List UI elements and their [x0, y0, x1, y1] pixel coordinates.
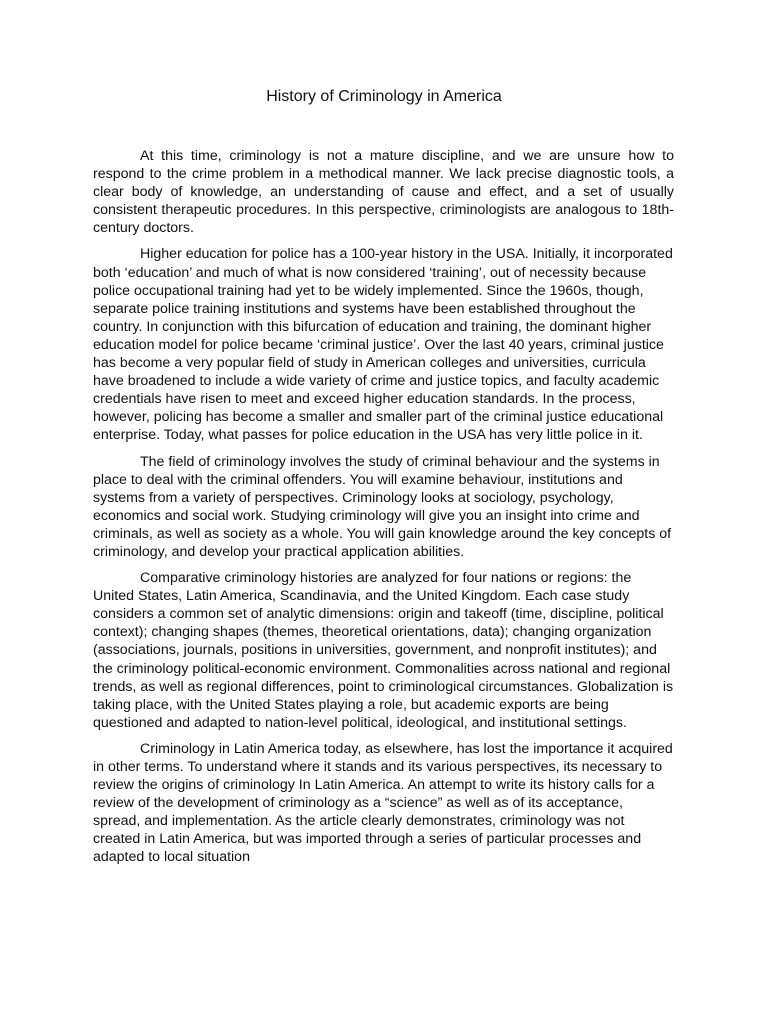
paragraph-5: Criminology in Latin America today, as elsewhere, has lost the importance it acquired in other terms. To understand where it stands and its various perspectives, its necessary to review the origins of criminology In Latin America. An attempt to write its history calls for a review of the development of criminology as a “science” as well as of its acceptance, spread, and implementation. As the article clearly demonstrates, criminology was not created in Latin America, but was imported through a series of particular processes and adapted to local situation: [93, 740, 673, 866]
document-title: History of Criminology in America: [266, 88, 502, 105]
paragraph-2: Higher education for police has a 100-year history in the USA. Initially, it incorporated both ‘education’ and much of what is now considered ‘training’, out of necessity because police occupational training had yet to be widely implemented. Since the 1960s, though, separate police training institutions and systems have been established throughout the country. In conjunction with this bifurcation of education and training, the dominant higher education model for police became ‘criminal justice’. Over the last 40 years, criminal justice has become a very popular field of study in American colleges and universities, curricula have broadened to include a wide variety of crime and justice topics, and faculty academic credentials have risen to meet and exceed higher education standards. In the process, however, policing has become a smaller and smaller part of the criminal justice educational enterprise. Today, what passes for police education in the USA has very little police in it.: [93, 246, 673, 444]
paragraph-1: At this time, criminology is not a mature discipline, and we are unsure how to respond to the crime problem in a methodical manner. We lack precise diagnostic tools, a clear body of knowledge, an understanding of cause and effect, and a set of usually consistent therapeutic procedures. In this perspective, criminologists are analogous to 18th-century doctors.: [93, 148, 674, 237]
paragraph-4: Comparative criminology histories are analyzed for four nations or regions: the United States, Latin America, Scandinavia, and the United Kingdom. Each case study considers a common set of analytic dimensions: origin and takeoff (time, discipline, political context); changing shapes (themes, theoretical orientations, data); changing organization (associations, journals, positions in universities, government, and nonprofit institutes); and the criminology political-economic environment. Commonalities across national and regional trends, as well as regional differences, point to criminological circumstances. Globalization is taking place, with the United States playing a role, but academic exports are being questioned and adapted to nation-level political, ideological, and institutional settings.: [93, 570, 674, 731]
document-body: [93, 147, 674, 875]
paragraph-3: The field of criminology involves the study of criminal behaviour and the systems in place to deal with the criminal offenders. You will examine behaviour, institutions and systems from a variety of perspectives. Criminology looks at sociology, psychology, economics and social work. Studying criminology will give you an insight into crime and criminals, as well as society as a whole. You will gain knowledge around the key concepts of criminology, and develop your practical application abilities.: [93, 453, 672, 560]
